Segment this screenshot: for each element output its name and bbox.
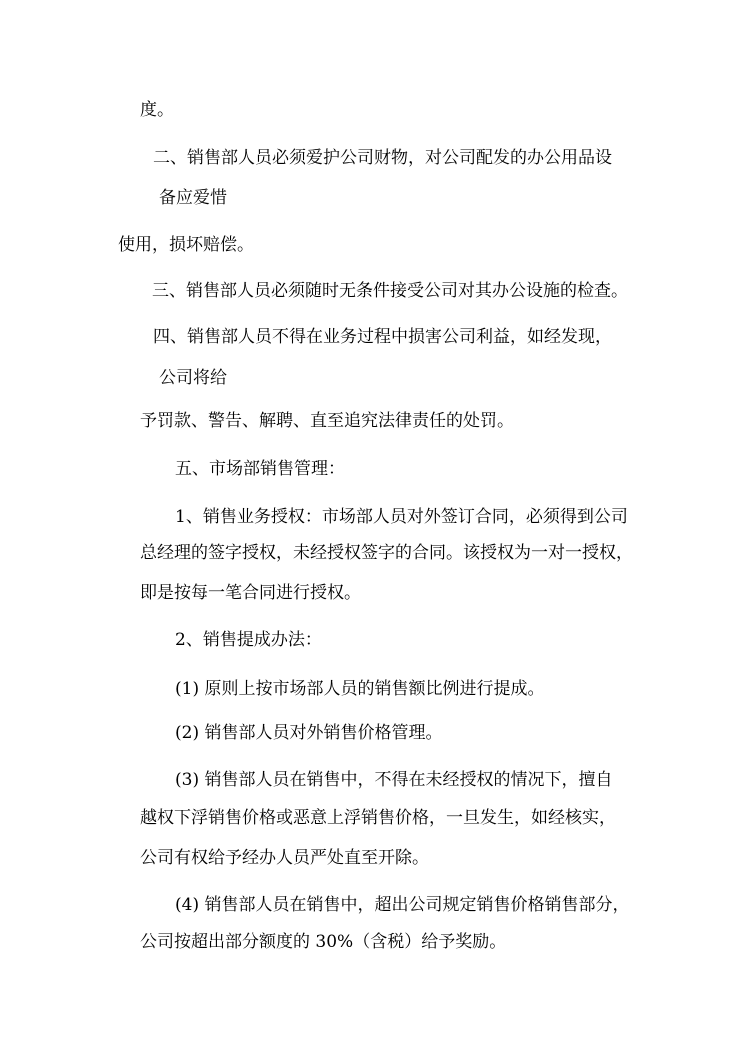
text-line: (4) 销售部人员在销售中，超出公司规定销售价格销售部分， [175, 895, 630, 915]
text-line: 越权下浮销售价格或恶意上浮销售价格，一旦发生，如经核实， [140, 808, 616, 828]
text-line: 公司将给 [159, 368, 227, 388]
text-line: (3) 销售部人员在销售中，不得在未经授权的情况下，擅自 [175, 770, 613, 790]
text-line: 即是按每一笔合同进行授权。 [140, 583, 361, 603]
text-line: 三、销售部人员必须随时无条件接受公司对其办公设施的检查。 [152, 281, 628, 301]
text-line: 公司按超出部分额度的 30%（含税）给予奖励。 [140, 932, 507, 952]
text-line: 2、销售提成办法： [175, 630, 322, 650]
text-line: (1) 原则上按市场部人员的销售额比例进行提成。 [175, 679, 545, 699]
text-line: 总经理的签字授权，未经授权签字的合同。该授权为一对一授权， [140, 543, 633, 563]
text-line: 予罚款、警告、解聘、直至追究法律责任的处罚。 [140, 411, 514, 431]
text-line: (2) 销售部人员对外销售价格管理。 [175, 723, 443, 743]
text-line: 使用，损坏赔偿。 [118, 235, 254, 255]
text-line: 二、销售部人员必须爱护公司财物，对公司配发的办公用品设 [153, 148, 612, 168]
text-line: 备应爱惜 [159, 188, 227, 208]
section-heading: 五、市场部销售管理： [175, 459, 345, 479]
text-line: 1、销售业务授权：市场部人员对外签订合同，必须得到公司 [175, 507, 628, 527]
text-line: 公司有权给予经办人员严处直至开除。 [140, 848, 429, 868]
text-line: 四、销售部人员不得在业务过程中损害公司利益，如经发现， [153, 327, 612, 347]
text-line: 度。 [140, 100, 174, 120]
